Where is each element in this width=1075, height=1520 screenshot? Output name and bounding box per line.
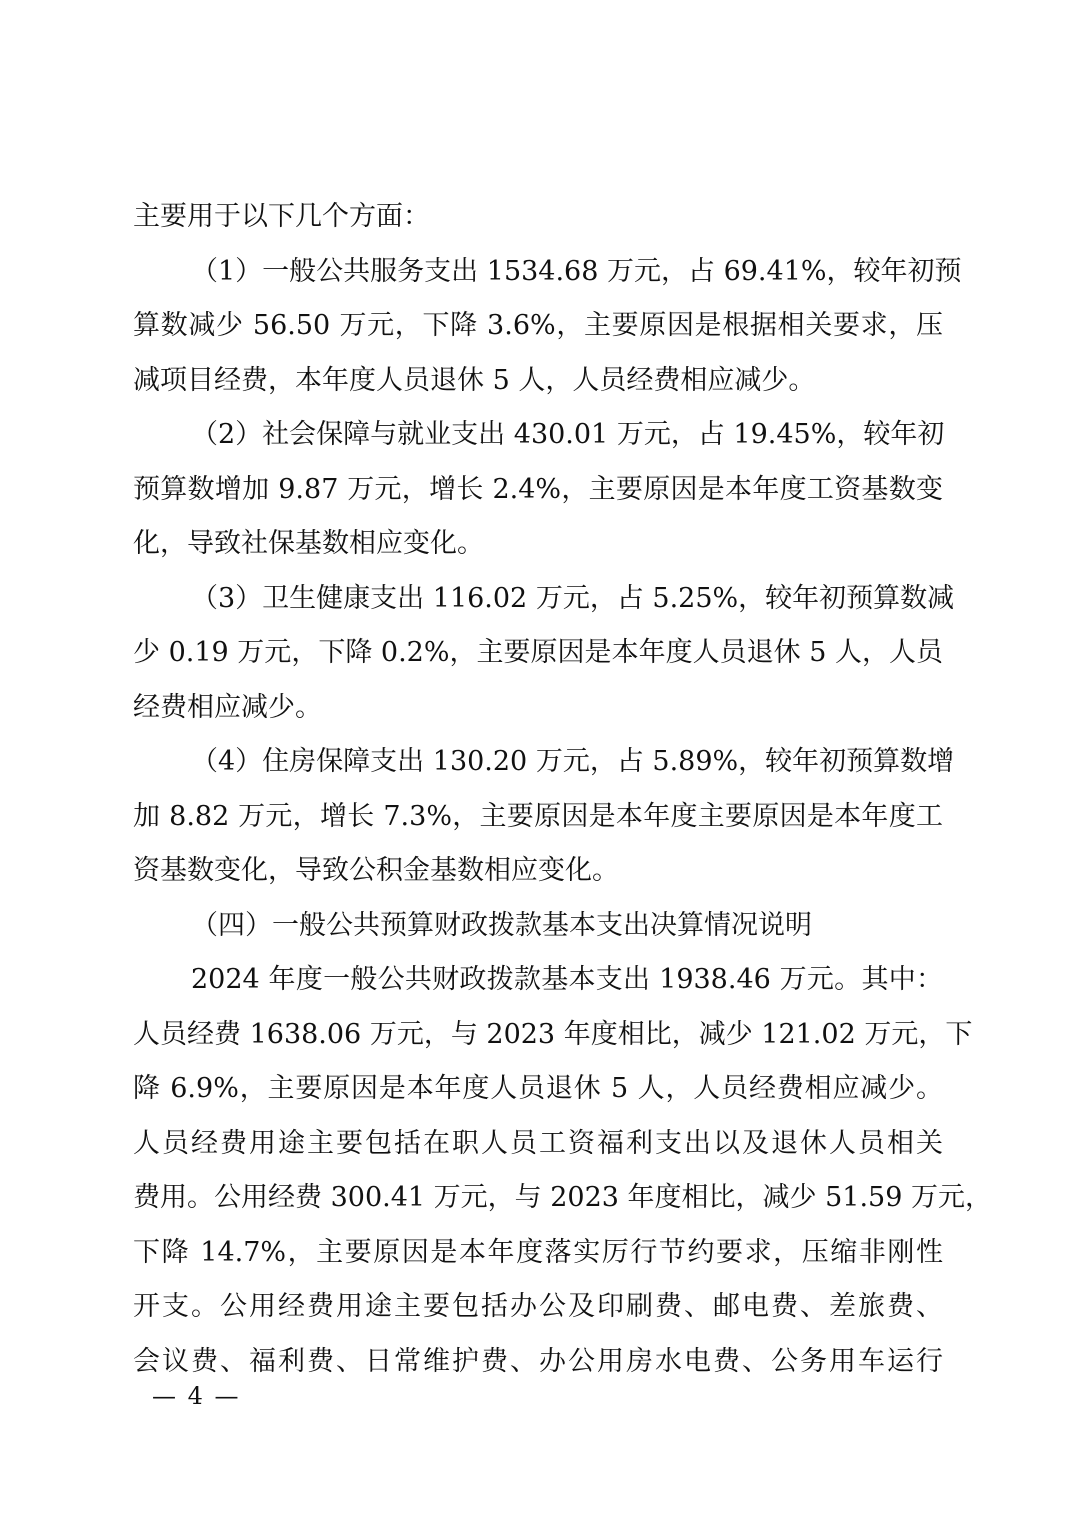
text-line: 会议费、福利费、日常维护费、办公用房水电费、公务用车运行 xyxy=(133,1345,943,1377)
text-line: （4）住房保障支出 130.20 万元，占 5.89%，较年初预算数增 xyxy=(191,746,955,777)
text-line: 资基数变化，导致公积金基数相应变化。 xyxy=(133,855,619,886)
text-line: 少 0.19 万元，下降 0.2%，主要原因是本年度人员退休 5 人，人员 xyxy=(133,637,943,668)
page-number: — 4 — xyxy=(152,1382,241,1410)
text-line: 人员经费 1638.06 万元，与 2023 年度相比，减少 121.02 万元，下 xyxy=(133,1018,973,1050)
text-line: 开支。公用经费用途主要包括办公及印刷费、邮电费、差旅费、 xyxy=(133,1291,943,1322)
text-line: 算数减少 56.50 万元，下降 3.6%，主要原因是根据相关要求，压 xyxy=(133,310,943,341)
text-line: 2024 年度一般公共财政拨款基本支出 1938.46 万元。其中： xyxy=(191,964,943,995)
text-line: 化，导致社保基数相应变化。 xyxy=(133,528,484,559)
text-line: 加 8.82 万元，增长 7.3%，主要原因是本年度主要原因是本年度工 xyxy=(133,800,943,832)
text-line: 预算数增加 9.87 万元，增长 2.4%，主要原因是本年度工资基数变 xyxy=(133,473,943,505)
text-line: （2）社会保障与就业支出 430.01 万元，占 19.45%，较年初 xyxy=(191,419,945,450)
document-body xyxy=(133,190,992,1389)
text-line: 经费相应减少。 xyxy=(133,691,322,723)
text-line: 费用。公用经费 300.41 万元，与 2023 年度相比，减少 51.59 万元， xyxy=(133,1182,992,1213)
text-line: 减项目经费，本年度人员退休 5 人，人员经费相应减少。 xyxy=(133,364,816,396)
text-line: 下降 14.7%，主要原因是本年度落实厉行节约要求，压缩非刚性 xyxy=(133,1236,943,1268)
text-line: （3）卫生健康支出 116.02 万元，占 5.25%，较年初预算数减 xyxy=(191,582,955,614)
section-heading: （四）一般公共预算财政拨款基本支出决算情况说明 xyxy=(191,909,812,941)
text-line: （1）一般公共服务支出 1534.68 万元，占 69.41%，较年初预 xyxy=(191,255,962,287)
text-line: 人员经费用途主要包括在职人员工资福利支出以及退休人员相关 xyxy=(133,1127,943,1159)
text-line: 主要用于以下几个方面： xyxy=(133,201,430,232)
text-line: 降 6.9%，主要原因是本年度人员退休 5 人，人员经费相应减少。 xyxy=(133,1073,943,1104)
